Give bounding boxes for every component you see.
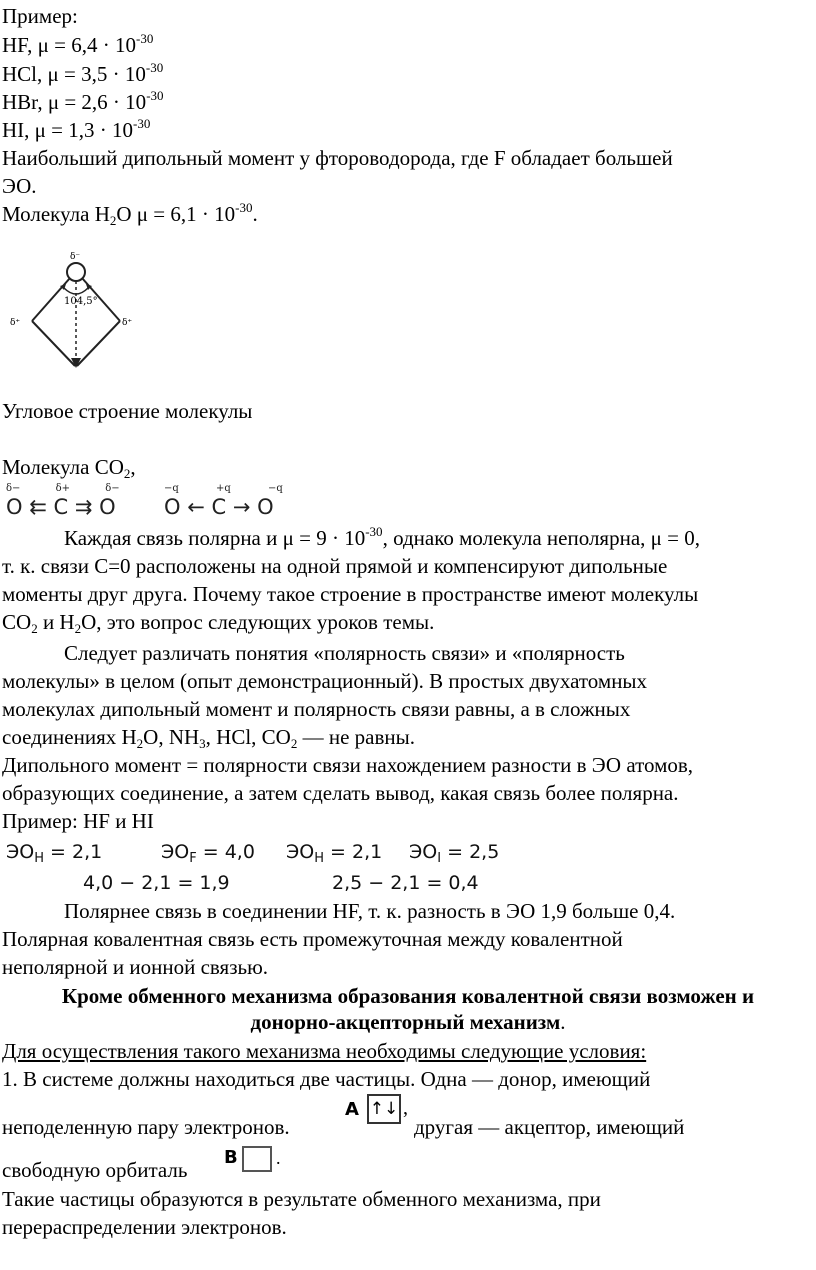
difference-hf: 4,0 − 2,1 = 1,9 [83, 872, 230, 894]
eo-h-value [286, 838, 382, 869]
charge-label: δ− [105, 483, 120, 494]
text: O, это вопрос следующих уроков темы. [81, 610, 435, 634]
text: = 2,1 [44, 841, 103, 863]
subscript: 2 [290, 736, 298, 751]
subscript: 2 [136, 736, 144, 751]
co2-diagram [6, 484, 296, 524]
vector-right [77, 321, 120, 366]
text: O μ = 6,1 · 10 [116, 202, 236, 226]
text: Молекула CO [2, 455, 124, 479]
text: ЭО [286, 841, 315, 863]
co2-bond-diagram: O ⇇ C ⇉ O [6, 495, 116, 519]
paragraph-line: образующих соединение, а затем сделать вывод, какая связь более полярна. [2, 781, 679, 805]
conditions-heading: Для осуществления такого механизма необходимы следующие условия: [2, 1039, 647, 1063]
text: — не равны. [297, 725, 415, 749]
subscript: 2 [109, 213, 117, 228]
text: Каждая связь полярна и μ = 9 · 10 [64, 526, 366, 550]
paragraph-line [2, 723, 415, 754]
paragraph-line: молекулах дипольный момент и полярность связи равны, а в сложных [2, 697, 631, 721]
paragraph-line: неполярной и ионной связью. [2, 955, 269, 979]
hf-line [2, 31, 153, 62]
exponent: -30 [365, 524, 383, 539]
co2-label [2, 453, 136, 484]
section-heading [2, 1008, 814, 1036]
text: , [130, 455, 136, 479]
paragraph-line: Полярная ковалентная связь есть промежуточная между ковалентной [2, 927, 623, 951]
text: соединениях H [2, 725, 137, 749]
electronegativity-calculation [6, 836, 506, 894]
delta-top-label: δ⁻ [70, 252, 81, 262]
hcl-line [2, 60, 163, 91]
subscript: 2 [31, 621, 38, 636]
text: ЭО [161, 841, 190, 863]
period: . [276, 1148, 281, 1168]
paragraph-line: моменты друг друга. Почему такое строение в пространстве имеют молекулы [2, 582, 699, 606]
paragraph-line: ЭО. [2, 174, 37, 198]
hi-line [2, 116, 150, 147]
hbr-line [2, 88, 164, 119]
angular-caption: Угловое строение молекулы [2, 399, 253, 423]
charge-label: −q [164, 483, 179, 494]
text: и H [37, 610, 75, 634]
paragraph-line: т. к. связи С=0 расположены на одной прямой и компенсируют дипольные [2, 554, 668, 578]
charge-label: −q [267, 483, 283, 494]
donor-label: A [345, 1099, 359, 1120]
water-molecule-diagram [2, 248, 152, 373]
paragraph-line: перераспределении электронов. [2, 1215, 287, 1239]
dipole-hi: , μ = 1,3 · 10 [24, 118, 134, 142]
vector-left [32, 321, 75, 366]
text: Молекула H [2, 202, 110, 226]
acceptor-label: B [224, 1147, 238, 1168]
paragraph-line: свободную орбиталь [2, 1158, 188, 1182]
eo-h-value [6, 838, 102, 869]
difference-hi: 2,5 − 2,1 = 0,4 [332, 872, 479, 894]
charge-label: +q [215, 483, 231, 494]
co2-charges [164, 484, 294, 494]
example-label: Пример: [2, 4, 78, 28]
subscript: H [314, 851, 325, 866]
delta-right-label: δ⁺ [122, 318, 133, 328]
paragraph-line: Полярнее связь в соединении HF, т. к. разность в ЭО 1,9 больше 0,4. [64, 899, 676, 923]
paragraph-line: неподеленную пару электронов. [2, 1115, 290, 1139]
orbital-cell-filled: ↑↓ [367, 1094, 401, 1124]
subscript: 2 [123, 466, 131, 481]
charge-label: δ− [6, 483, 21, 494]
paragraph-line: молекулы» в целом (опыт демонстрационный). В простых двухатомных [2, 669, 648, 693]
paragraph-line: другая — акцептор, имеющий [414, 1115, 685, 1139]
subscript: 2 [74, 621, 82, 636]
subscript: H [34, 851, 45, 866]
exponent: -30 [136, 31, 154, 46]
text: ЭО [6, 841, 35, 863]
paragraph-line [2, 524, 700, 555]
text: = 2,5 [441, 841, 500, 863]
text: O, NH [143, 725, 200, 749]
eo-f-value [161, 838, 255, 869]
section-heading: Кроме обменного механизма образования ковалентной связи возможен и [61, 984, 755, 1008]
co2-vector-diagram: O ← C → O [164, 495, 274, 519]
paragraph-line: Следует различать понятия «полярность связи» и «полярность [64, 641, 625, 665]
heading-bold-text: донорно-акцепторный механизм [250, 1010, 561, 1034]
formula-hcl: HCl [2, 62, 38, 86]
charge-label: δ+ [55, 483, 70, 494]
paragraph-line [2, 608, 434, 639]
formula-hf: HF [2, 33, 28, 57]
exponent: -30 [133, 116, 151, 131]
co2-partial-charges [6, 484, 136, 494]
condition-1: 1. В системе должны находиться две частицы. Одна — донор, имеющий [2, 1067, 651, 1091]
text: = 4,0 [196, 841, 255, 863]
text: CO [2, 610, 32, 634]
angle-label: 104,5° [64, 296, 98, 307]
dipole-hbr: , μ = 2,6 · 10 [37, 90, 147, 114]
exponent: -30 [145, 60, 164, 75]
exponent: -30 [146, 88, 164, 103]
subscript: F [189, 851, 197, 866]
orbital-cell-empty [242, 1146, 272, 1172]
donor-orbital-figure [345, 1094, 415, 1134]
text: . [560, 1010, 566, 1034]
text: = 2,1 [324, 841, 383, 863]
paragraph-line: Наибольший дипольный момент у фтороводорода, где F обладает большей [2, 146, 673, 170]
paragraph-line: Пример: HF и HI [2, 809, 154, 833]
subscript: 3 [199, 736, 206, 751]
text: , однако молекула неполярна, μ = 0, [382, 526, 701, 550]
text: , HCl, CO [205, 725, 291, 749]
exponent: -30 [235, 200, 253, 215]
dipole-hf: , μ = 6,4 · 10 [27, 33, 137, 57]
delta-left-label: δ⁺ [10, 318, 21, 328]
formula-hi: HI [2, 118, 25, 142]
paragraph-line: Дипольного момент = полярности связи нахождением разности в ЭО атомов, [2, 753, 694, 777]
eo-i-value [409, 838, 499, 869]
paragraph-line: Такие частицы образуются в результате обменного механизма, при [2, 1187, 601, 1211]
h2o-dipole-line [2, 200, 258, 231]
dipole-hcl: , μ = 3,5 · 10 [37, 62, 146, 86]
formula-hbr: HBr [2, 90, 38, 114]
text: . [252, 202, 258, 226]
text: ЭО [409, 841, 438, 863]
water-molecule-figure [2, 248, 152, 373]
subscript: I [437, 851, 442, 866]
acceptor-orbital-figure [224, 1144, 294, 1178]
comma: , [403, 1097, 408, 1119]
